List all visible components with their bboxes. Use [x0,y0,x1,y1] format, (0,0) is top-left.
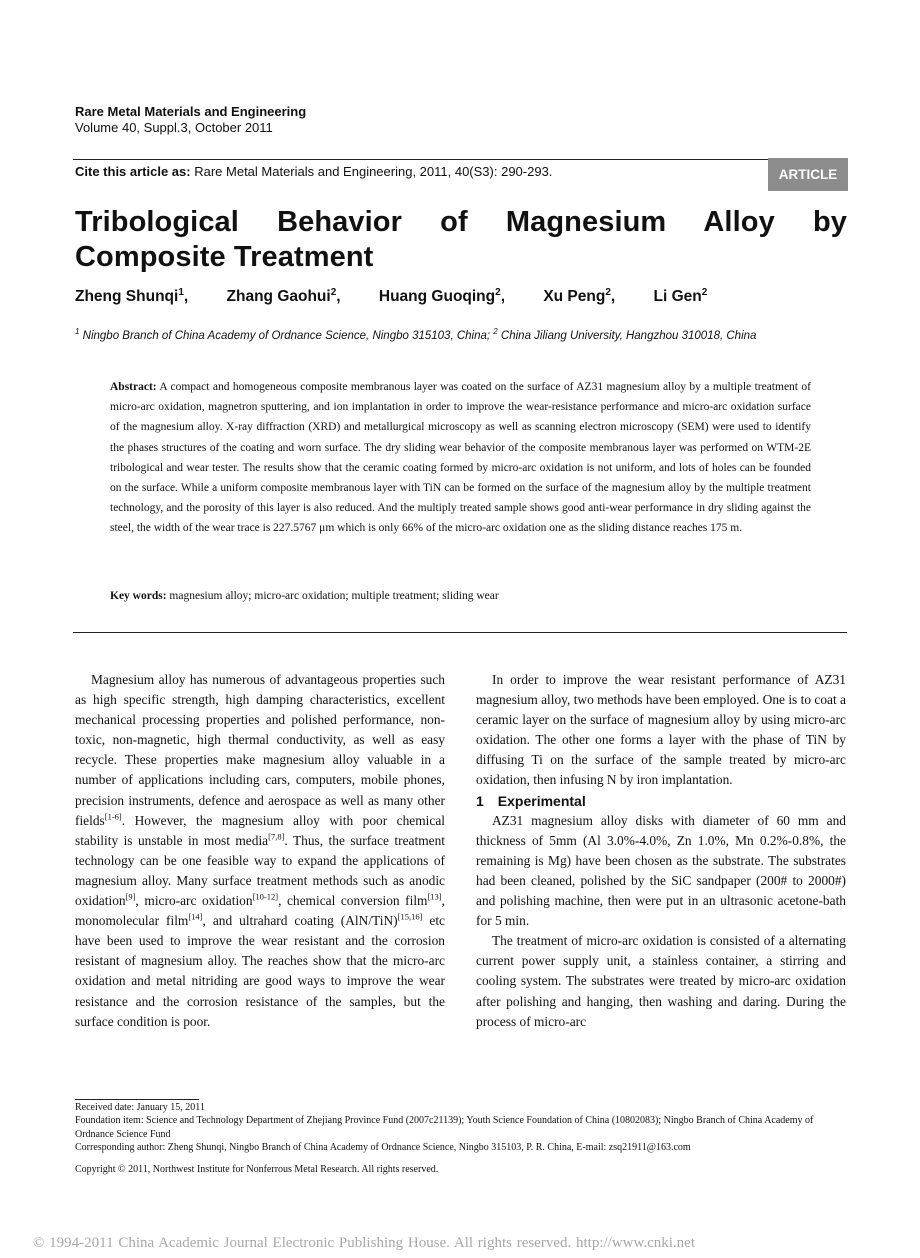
body-column-right [476,670,846,1032]
footnote-rule [75,1099,199,1100]
journal-name: Rare Metal Materials and Engineering [75,104,307,119]
corresponding-author: Corresponding author: Zheng Shunqi, Ningbo Branch of China Academy of Ordnance Science, Ningbo 315103, P. R. China, E-mail: zsq21911@163.com [75,1141,691,1153]
footnotes [75,1101,847,1154]
cite-label: Cite this article as: [75,164,191,179]
copyright-notice: Copyright © 2011, Northwest Institute for Nonferrous Metal Research. All rights reserved. [75,1164,439,1175]
received-date: Received date: January 15, 2011 [75,1102,205,1113]
foundation-item: Foundation item: Science and Technology Department of Zhejiang Province Fund (2007c21139); Youth Science Foundation of China (10802083); Ningbo Branch of China Academy of Ordnance Science Fund [75,1115,814,1140]
keywords-text: magnesium alloy; micro-arc oxidation; multiple treatment; sliding wear [166,590,499,602]
body-column-left [75,670,445,1032]
affiliations: $^1$ Ningbo Branch of China Academy of Ordnance Science, Ningbo 315103, China; $^2$ China Jiliang University, Hangzhou 310018, China [75,327,757,342]
keywords [110,590,499,602]
body-paragraph: In order to improve the wear resistant performance of AZ31 magnesium alloy, two methods have been employed. One is to coat a ceramic layer on the surface of magnesium alloy by using micro-arc oxidation. The other one forms a layer with the phase of TiN by diffusing Ti on the surface of the sample treated by micro-arc oxidation, then infusing N by iron implantation. [476,672,846,788]
publisher-watermark: © 1994-2011 China Academic Journal Electronic Publishing House. All rights reserved. http://www.cnki.net [33,1235,696,1251]
author-list [75,287,707,306]
author: Zhang Gaohui$^2$, [226,287,341,306]
body-paragraph: Magnesium alloy has numerous of advantageous properties such as high specific strength, high damping characteristics, excellent mechanical processing properties and polished performance, non-toxic, non-magnetic, high thermal conductivity, as well as easy recycle. These properties make magnesium alloy valuable in a number of applications including cars, computers, mobile phones, precision instruments, defence and aerospace as well as many other fields[1-6]. However, the magnesium alloy with poor chemical stability is unstable in most media[7,8]. Thus, the surface treatment technology can be one feasible way to expand the applications of magnesium alloy. Many surface treatment methods such as anodic oxidation[9], micro-arc oxidation[10-12], chemical conversion film[13], monomolecular film[14], and ultrahard coating (AlN/TiN)[15,16] etc have been used to improve the wear resistant and the corrosion resistant of magnesium alloy. The reaches show that the micro-arc oxidation and metal nitriding are good ways to improve the wear resistance and the corrosion resistance of the samples, but the surface condition is poor. [75,672,445,1029]
body-paragraph: AZ31 magnesium alloy disks with diameter of 60 mm and thickness of 5mm (Al 3.0%-4.0%, Zn 1.0%, Mn 0.2%-0.8%, the remaining is Mg) have been chosen as the substrate. The substrates had been cleaned, polished by the SiC sandpaper (200# to 2000#) and polishing machine, then were put in an ultrasonic acetone-bath for 5 min. [476,812,846,929]
author: Li Gen$^2$ [653,287,708,306]
journal-volume: Volume 40, Suppl.3, October 2011 [75,120,273,135]
paper-title: Tribological Behavior of Magnesium Alloy by Composite Treatment [75,206,847,273]
article-badge: ARTICLE [768,158,848,191]
cite-rule [73,159,847,160]
abstract-text: A compact and homogeneous composite membranous layer was coated on the surface of AZ31 magnesium alloy by a multiple treatment of micro-arc oxidation, magnetron sputtering, and ion implantation in order to improve the wear-resistance performance and micro-arc oxidation surface of the magnesium alloy. X-ray diffraction (XRD) and metallurgical microscopy as well as scanning electron microscopy (SEM) were used to identify the phases structures of the coating and worn surface. The dry sliding wear behavior of the composite membranous layer was performed on WTM-2E tribological and wear tester. The results show that the ceramic coating formed by micro-arc oxidation is not uniform, and lots of holes can be founded on the surface. While a uniform composite membranous layer with TiN can be formed on the surface of the magnesium alloy by the multiple treatment technology, and the porosity of this layer is also reduced. And the multiply treated sample shows good anti-wear performance in dry sliding against the steel, the width of the wear trace is 227.5767 μm which is only 66% of the micro-arc oxidation one as the sliding distance reaches 175 m. [110,381,811,535]
citation-line [75,164,552,179]
keywords-label: Key words: [110,590,167,602]
cite-text: Rare Metal Materials and Engineering, 2011, 40(S3): 290-293. [190,164,553,179]
author: Zheng Shunqi$^1$, [75,287,189,306]
abstract [110,377,811,539]
abstract-label: Abstract: [110,381,157,393]
author: Huang Guoqing$^2$, [378,287,505,306]
section-divider [73,632,847,633]
section-heading: 1 Experimental [476,792,586,809]
author: Xu Peng$^2$, [543,287,616,306]
body-paragraph: The treatment of micro-arc oxidation is consisted of a alternating current power supply unit, a stainless container, a stirring and cooling system. The substrates were treated by micro-arc oxidation after polishing and hanging, then washing and daring. During the process of micro-arc [476,933,846,1029]
